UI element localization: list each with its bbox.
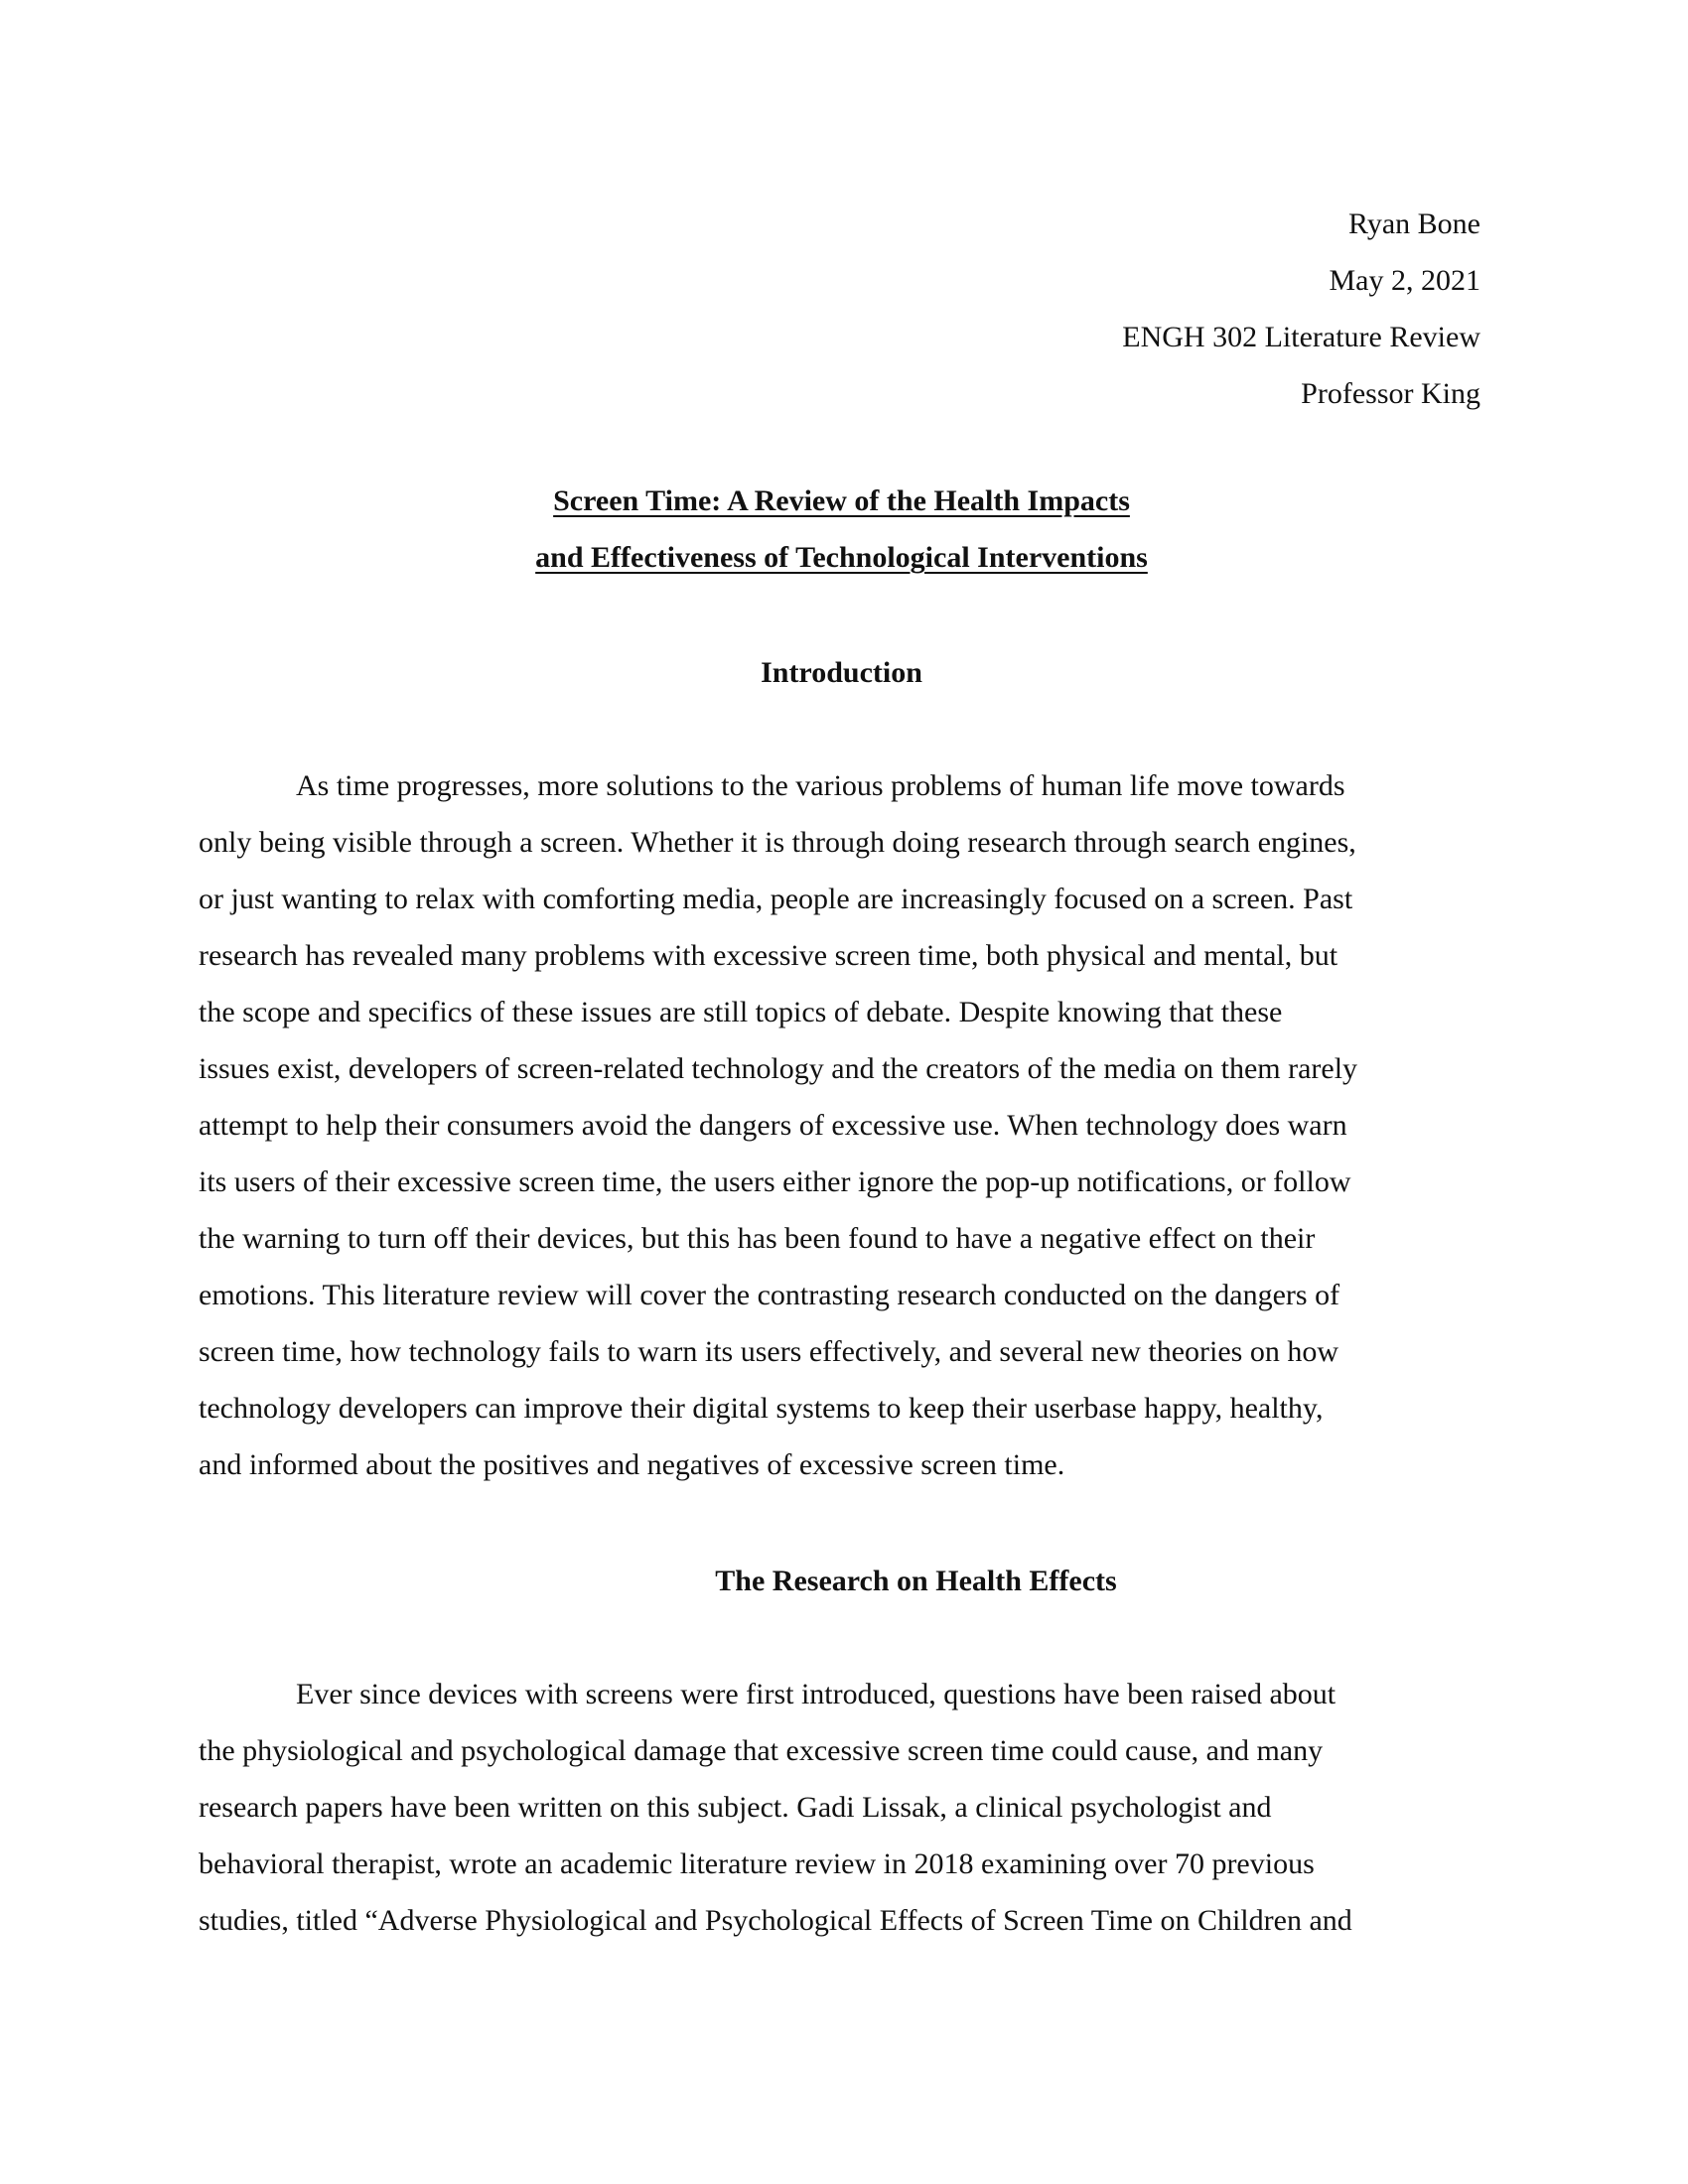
paragraph-line: emotions. This literature review will cover the contrasting research conducted on the dangers of bbox=[199, 1279, 1340, 1311]
paragraph-line: its users of their excessive screen time, the users either ignore the pop-up notifications, or follow bbox=[199, 1165, 1351, 1198]
author-header bbox=[1122, 196, 1480, 422]
paragraph-line: technology developers can improve their digital systems to keep their userbase happy, healthy, bbox=[199, 1392, 1324, 1425]
paragraph-line: behavioral therapist, wrote an academic literature review in 2018 examining over 70 previous bbox=[199, 1847, 1315, 1880]
paragraph-line: attempt to help their consumers avoid the dangers of excessive use. When technology does warn bbox=[199, 1109, 1347, 1142]
paper-title bbox=[199, 473, 1484, 586]
paragraph-line: the scope and specifics of these issues are still topics of debate. Despite knowing that these bbox=[199, 996, 1283, 1028]
author-name: Ryan Bone bbox=[1348, 207, 1480, 240]
paragraph-line: screen time, how technology fails to warn its users effectively, and several new theories on how bbox=[199, 1335, 1338, 1368]
paragraph-line: and informed about the positives and negatives of excessive screen time. bbox=[199, 1448, 1065, 1481]
paragraph-line: or just wanting to relax with comforting media, people are increasingly focused on a screen. Past bbox=[199, 883, 1353, 915]
section-heading-research: The Research on Health Effects bbox=[715, 1565, 1117, 1597]
introduction-paragraph bbox=[199, 757, 1484, 1493]
course-name: ENGH 302 Literature Review bbox=[1122, 321, 1480, 353]
paragraph-line: As time progresses, more solutions to the various problems of human life move towards bbox=[296, 769, 1345, 802]
paragraph-line: studies, titled “Adverse Physiological and Psychological Effects of Screen Time on Children and bbox=[199, 1904, 1352, 1937]
paragraph-line: issues exist, developers of screen-related technology and the creators of the media on them rarely bbox=[199, 1052, 1358, 1085]
paragraph-line: only being visible through a screen. Whether it is through doing research through search engines, bbox=[199, 826, 1356, 859]
submission-date: May 2, 2021 bbox=[1329, 264, 1480, 297]
instructor-name: Professor King bbox=[1301, 377, 1480, 410]
paragraph-line: research has revealed many problems with excessive screen time, both physical and mental, but bbox=[199, 939, 1338, 972]
paragraph-line: the warning to turn off their devices, but this has been found to have a negative effect on their bbox=[199, 1222, 1316, 1255]
title-line-2: and Effectiveness of Technological Interventions bbox=[535, 541, 1148, 574]
research-paragraph bbox=[199, 1666, 1484, 1949]
section-heading-introduction: Introduction bbox=[761, 656, 922, 689]
paragraph-line: the physiological and psychological damage that excessive screen time could cause, and many bbox=[199, 1734, 1324, 1767]
title-line-1: Screen Time: A Review of the Health Impacts bbox=[553, 484, 1130, 517]
paragraph-line: Ever since devices with screens were first introduced, questions have been raised about bbox=[296, 1678, 1336, 1710]
paragraph-line: research papers have been written on this subject. Gadi Lissak, a clinical psychologist and bbox=[199, 1791, 1272, 1824]
